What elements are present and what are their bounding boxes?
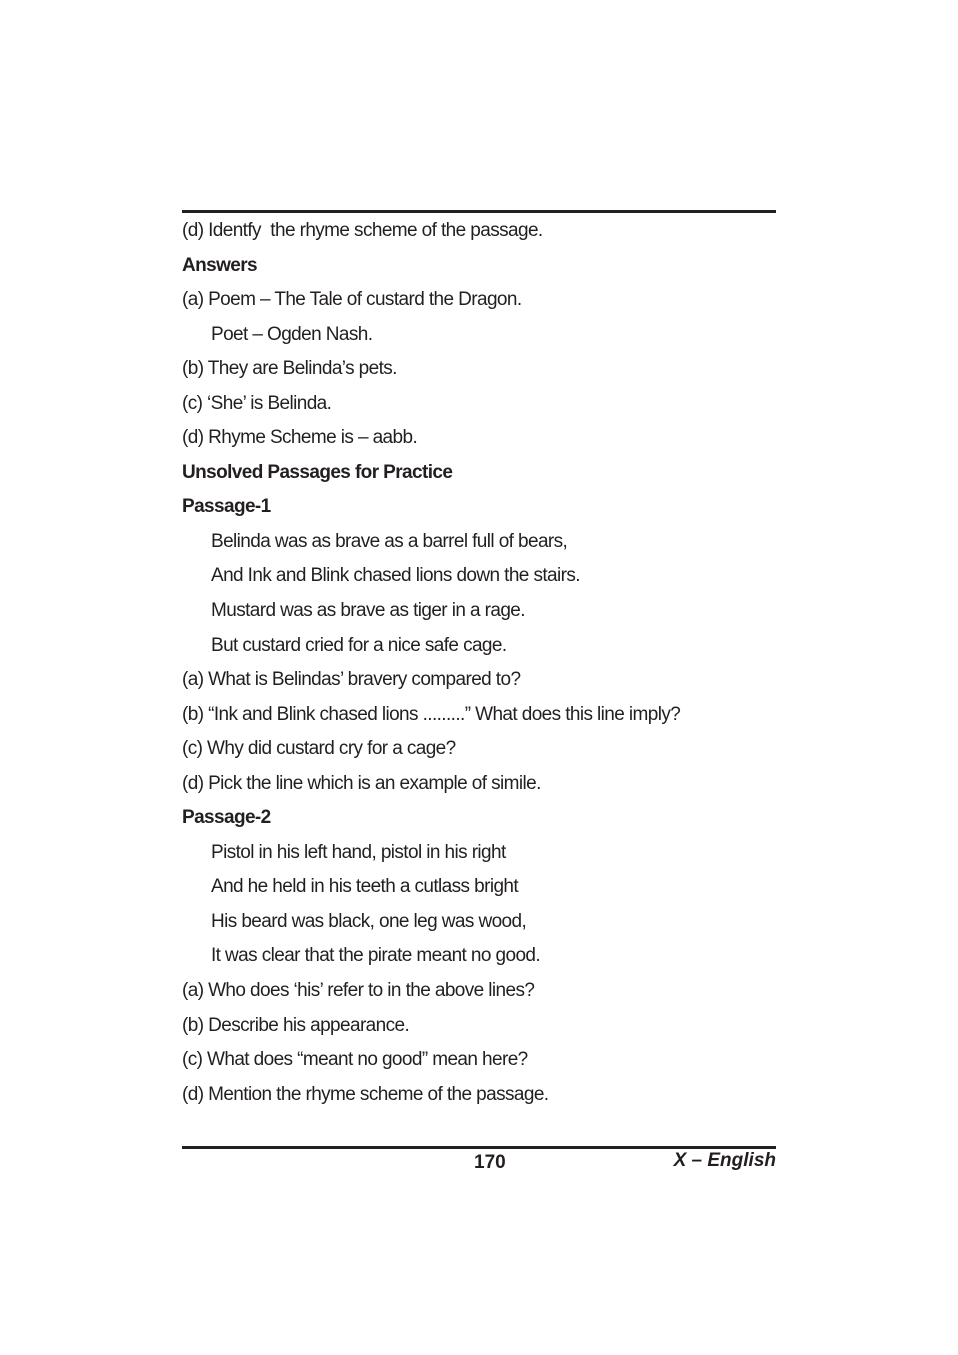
text-line: Pistol in his left hand, pistol in his right: [211, 841, 506, 863]
section-heading: Passage-2: [182, 807, 271, 829]
section-heading: Unsolved Passages for Practice: [182, 461, 453, 483]
section-heading: Passage-1: [182, 496, 271, 518]
text-line: Mustard was as brave as tiger in a rage.: [211, 600, 525, 622]
text-line: (d) Pick the line which is an example of simile.: [182, 772, 541, 794]
header-rule: [182, 210, 776, 213]
text-line: (a) Poem – The Tale of custard the Dragon.: [182, 289, 522, 311]
page-number: 170: [474, 1152, 506, 1173]
text-line: (d) Rhyme Scheme is – aabb.: [182, 427, 418, 449]
text-line: (c) What does “meant no good” mean here?: [182, 1049, 528, 1071]
text-line: It was clear that the pirate meant no good.: [211, 945, 541, 967]
footer-rule: [182, 1146, 776, 1149]
text-line: (b) “Ink and Blink chased lions .........” What does this line imply?: [182, 703, 681, 725]
text-line: (a) Who does ‘his’ refer to in the above lines?: [182, 980, 535, 1002]
text-line: (b) They are Belinda’s pets.: [182, 358, 397, 380]
book-title: X – English: [673, 1150, 776, 1171]
text-line: But custard cried for a nice safe cage.: [211, 634, 507, 656]
text-line: (c) ‘She’ is Belinda.: [182, 392, 332, 414]
text-line: Belinda was as brave as a barrel full of bears,: [211, 530, 568, 552]
text-line: And he held in his teeth a cutlass bright: [211, 876, 519, 898]
section-heading: Answers: [182, 254, 258, 276]
text-line: (a) What is Belindas’ bravery compared to?: [182, 669, 521, 691]
page-body: [182, 214, 782, 1112]
text-line: His beard was black, one leg was wood,: [211, 910, 527, 932]
text-line: Poet – Ogden Nash.: [211, 323, 373, 345]
text-line: (d) Identfy the rhyme scheme of the passage.: [182, 220, 543, 241]
text-line: (d) Mention the rhyme scheme of the passage.: [182, 1083, 549, 1105]
text-line: And Ink and Blink chased lions down the stairs.: [211, 565, 580, 587]
text-line: (b) Describe his appearance.: [182, 1014, 410, 1036]
text-line: (c) Why did custard cry for a cage?: [182, 738, 456, 760]
